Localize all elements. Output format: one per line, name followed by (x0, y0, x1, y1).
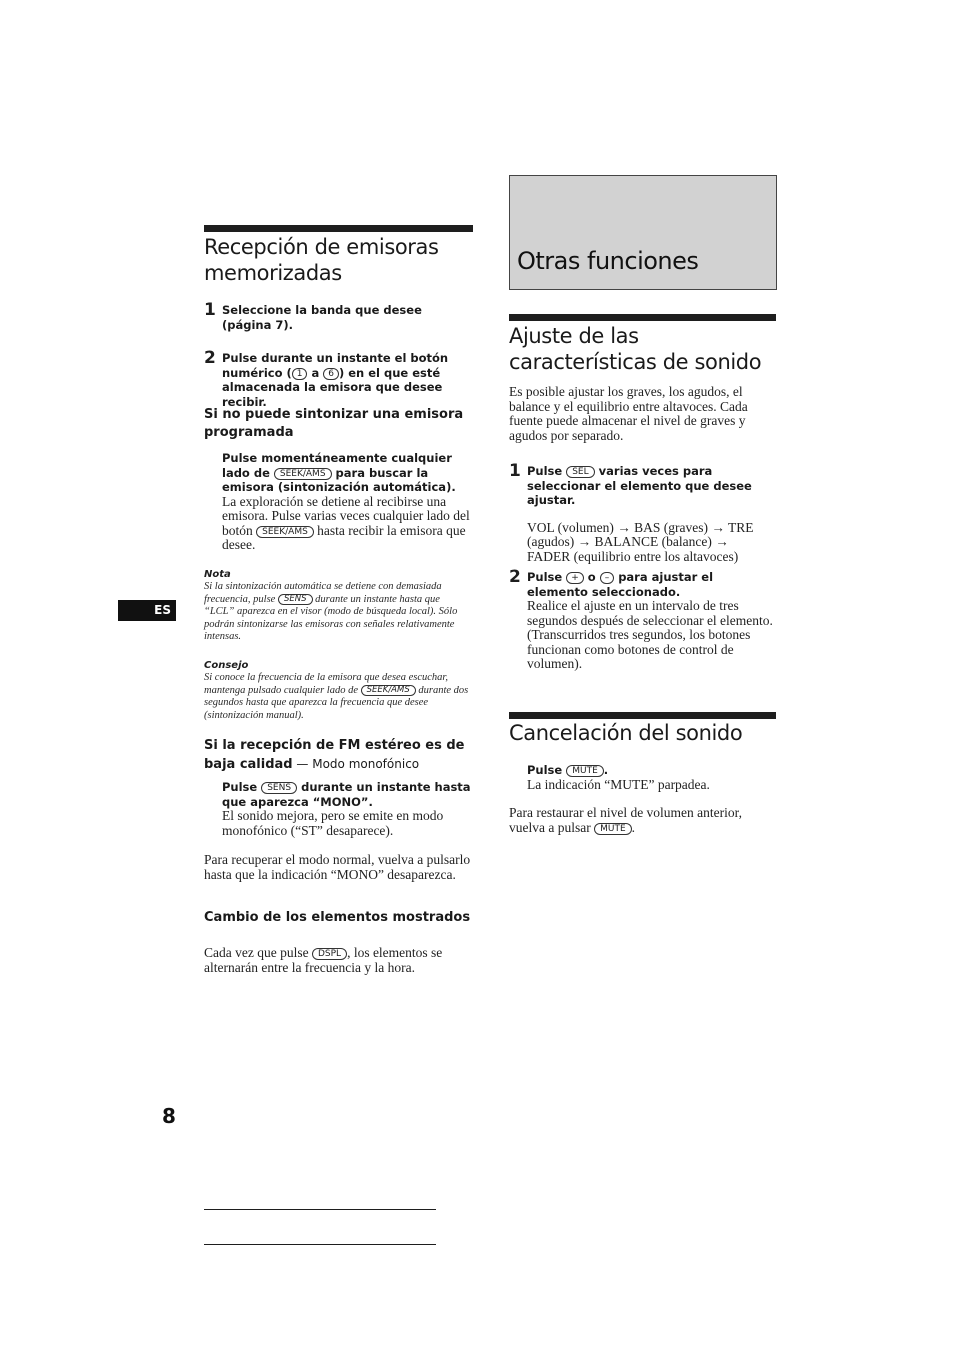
plus-key: + (566, 572, 584, 584)
sub3-body: Cada vez que pulse DSPL , los elementos se alternarán entre la frecuencia y la hora. (204, 945, 443, 975)
chapter-title: Otras funciones (517, 247, 699, 275)
page-number: 8 (162, 1104, 176, 1128)
right-step-2 (509, 567, 777, 672)
bottom-line-2 (204, 1244, 436, 1245)
consejo-block (204, 659, 472, 722)
consejo-title: Consejo (204, 660, 249, 671)
seek-ams-key: SEEK/AMS (361, 685, 416, 696)
sound-sequence: VOL (volumen) → BAS (graves) → TRE (agudos) → BALANCE (balance) → FADER (equilibrio entre los altavoces) (527, 519, 754, 564)
sub1-body: La exploración se detiene al recibirse una emisora. Pulse varias veces cualquier lado del botón SEEK/AMS hasta recibir la emisora que desee. (222, 493, 470, 553)
s1-intro: Es posible ajustar los graves, los agudos, el balance y el equilibrio entre altavoces. Cada fuente puede almacenar el nivel de graves y agudos por separado. (509, 384, 748, 443)
mute-key: MUTE (594, 823, 632, 835)
step-number: 1 (204, 300, 216, 320)
sub2-restore: Para recuperar el modo normal, vuelva a pulsarlo hasta que la indicación “MONO” desaparezca. (204, 852, 471, 882)
nota-block (204, 568, 472, 644)
left-step-1 (204, 300, 474, 332)
preset-1-key: 1 (292, 368, 308, 380)
step2-body: Realice el ajuste en un intervalo de tres segundos después de seleccionar el elemento. (Transcurridos tres segundos, los botones funcionan como botones de control de volumen). (527, 598, 773, 672)
section-rule-right-1 (509, 314, 776, 321)
sub1-instruction: Pulse momentáneamente cualquier lado de SEEK/AMS para buscar la emisora (sintonización automática). (222, 451, 456, 494)
consejo-body: Si conoce la frecuencia de la emisora que desea escuchar, mantenga pulsado cualquier lado de SEEK/AMS durante dos segundos hasta que aparezca la frecuencia que desee (sintonización manual). (204, 672, 469, 721)
chapter-title-box (509, 175, 777, 290)
section-rule-right-2 (509, 712, 776, 719)
subheading-cambio: Cambio de los elementos mostrados (204, 910, 471, 925)
subheading-no-sintoniza: Si no puede sintonizar una emisora programada (204, 407, 464, 440)
subheading-fm-estereo: Si la recepción de FM estéreo es de baja calidad — Modo monofónico (204, 738, 465, 772)
minus-key: – (600, 572, 615, 584)
mute-key: MUTE (566, 765, 604, 777)
step-number: 1 (509, 461, 521, 481)
nota-title: Nota (204, 569, 231, 580)
bottom-line-1 (204, 1209, 436, 1210)
step-text: Seleccione la banda que desee (página 7). (222, 303, 422, 332)
language-tab-label: ES (154, 603, 171, 617)
step-number: 2 (509, 567, 521, 587)
nota-body: Si la sintonización automática se detiene con demasiada frecuencia, pulse SENS durante un instante hasta que “LCL” aparezca en el visor (modo de búsqueda local). Sólo podrán sintonizarse las emisoras con señales relativamente intensas. (204, 581, 458, 643)
step-text: Pulse durante un instante el botón numérico ( 1 a 6 ) en el que esté almacenada la emisora que desee recibir. (222, 351, 449, 409)
sub1-block (222, 451, 474, 553)
left-section-title (204, 234, 474, 286)
sub2-body: El sonido mejora, pero se emite en modo monofónico (“ST” desaparece). (222, 808, 444, 838)
mute-block: Pulse MUTE . La indicación “MUTE” parpadea. (527, 763, 777, 792)
heading-recepcion: Recepción de emisoras memorizadas (204, 235, 439, 285)
step-content: Pulse SEL varias veces para seleccionar el elemento que desee ajustar. VOL (volumen) → BAS (graves) → TRE (agudos) → BALANCE (balance) → FADER (equilibrio entre los altavoces) (527, 464, 777, 564)
right-section-1-title (509, 323, 777, 375)
sel-key: SEL (566, 466, 594, 478)
heading-cancelacion: Cancelación del sonido (509, 721, 743, 745)
right-section-2-title (509, 720, 777, 746)
sub2-instruction: Pulse SENS durante un instante hasta que aparezca “MONO”. (222, 780, 471, 809)
section-rule-left (204, 225, 473, 232)
seek-ams-key: SEEK/AMS (256, 526, 314, 538)
preset-6-key: 6 (323, 368, 339, 380)
right-step-1 (509, 461, 777, 564)
mute-body: La indicación “MUTE” parpadea. (527, 776, 710, 792)
step-number: 2 (204, 348, 216, 368)
seek-ams-key: SEEK/AMS (274, 468, 332, 480)
mute-restore: Para restaurar el nivel de volumen anterior, vuelva a pulsar MUTE . (509, 805, 742, 835)
dspl-key: DSPL (312, 948, 347, 960)
sens-key: SENS (261, 782, 297, 794)
left-step-2 (204, 348, 474, 409)
heading-ajuste: Ajuste de las características de sonido (509, 324, 762, 374)
step-content: Pulse + o – para ajustar el elemento seleccionado. Realice el ajuste en un intervalo de tres segundos después de seleccionar el elemento. (Transcurridos tres segundos, los botones funcionan como botones de control de volumen). (527, 570, 777, 672)
sub2-block (222, 780, 474, 838)
language-tab (118, 600, 176, 621)
sens-key: SENS (278, 594, 313, 605)
